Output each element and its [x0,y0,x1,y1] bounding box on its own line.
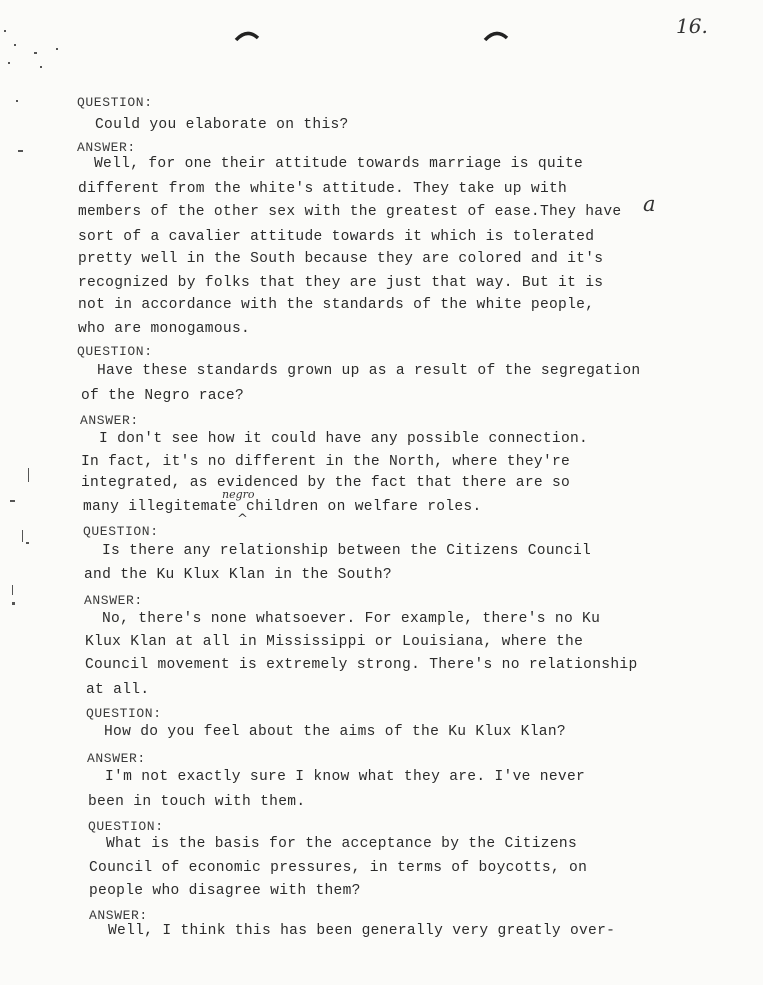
answer-label: ANSWER: [87,751,146,766]
question-text: of the Negro race? [81,388,245,404]
answer-text: I don't see how it could have any possible connection. [99,431,589,447]
question-label: QUESTION: [77,95,153,110]
answer-text: not in accordance with the standards of the white people, [78,297,595,313]
answer-text: Klux Klan at all in Mississippi or Louisiana, where the [85,634,584,650]
answer-text: No, there's none whatsoever. For example, there's no Ku [102,611,601,627]
question-text: Have these standards grown up as a result of the segregation [97,363,641,379]
question-text: Is there any relationship between the Citizens Council [102,543,592,559]
question-label: QUESTION: [86,706,162,721]
question-text: How do you feel about the aims of the Ku Klux Klan? [104,724,566,740]
answer-text: pretty well in the South because they are colored and it's [78,251,604,267]
answer-text: integrated, as evidenced by the fact that there are so [81,475,571,491]
answer-text: different from the white's attitude. They take up with [78,181,568,197]
question-label: QUESTION: [83,524,159,539]
answer-text: Council movement is extremely strong. There's no relationship [85,657,638,673]
handwritten-insert-a: a [643,192,656,216]
question-text: What is the basis for the acceptance by the Citizens [106,836,577,852]
punch-hole-left-mark [234,28,260,42]
handwritten-caret: ^ [237,512,248,527]
answer-text: members of the other sex with the greatest of ease.They have [78,204,622,220]
question-text: and the Ku Klux Klan in the South? [84,567,392,583]
answer-text: at all. [86,682,150,698]
answer-label: ANSWER: [84,593,143,608]
answer-label: ANSWER: [77,140,136,155]
answer-text: who are monogamous. [78,321,251,337]
answer-label: ANSWER: [80,413,139,428]
answer-text: sort of a cavalier attitude towards it which is tolerated [78,229,595,245]
answer-text: been in touch with them. [88,794,306,810]
question-label: QUESTION: [88,819,164,834]
page-number: 16. [676,14,708,38]
punch-hole-right-mark [483,28,509,42]
handwritten-insert-negro: negro [222,488,255,501]
question-label: QUESTION: [77,344,153,359]
answer-label: ANSWER: [89,908,148,923]
answer-text: many illegitemate children on welfare roles. [83,499,482,515]
question-text: Could you elaborate on this? [95,117,349,133]
answer-text: In fact, it's no different in the North, where they're [81,454,571,470]
answer-text: Well, I think this has been generally very greatly over- [108,923,616,939]
question-text: Council of economic pressures, in terms of boycotts, on [89,860,588,876]
answer-text: Well, for one their attitude towards marriage is quite [94,156,584,172]
question-text: people who disagree with them? [89,883,361,899]
answer-text: I'm not exactly sure I know what they are. I've never [105,769,586,785]
answer-text: recognized by folks that they are just that way. But it is [78,275,604,291]
